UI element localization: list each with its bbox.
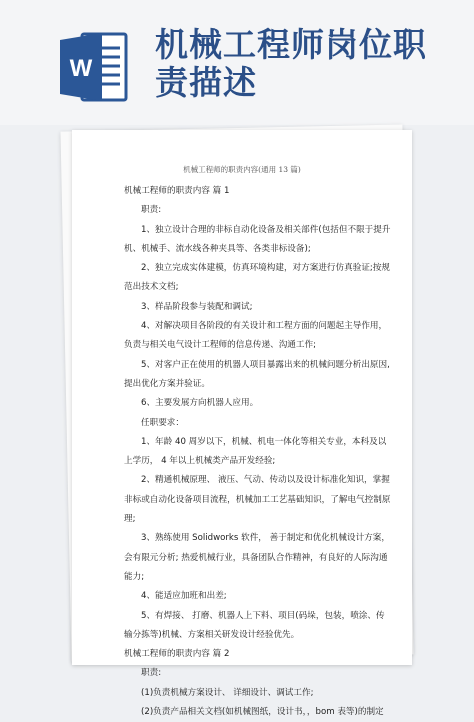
requirement-item: 1、年龄 40 周岁以下，机械、机电一体化等相关专业，本科及以上学历， 4 年以上机械类产品开发经验;: [124, 436, 387, 467]
duty-item: 1、独立设计合理的非标自动化设备及相关部件(包括但不限于提升机、机械手、流水线各种夹具等、各类非标设备);: [124, 224, 391, 254]
duty-item: 6、主要发展方向机器人应用。: [141, 398, 259, 409]
requirements-heading: 任职要求：: [141, 417, 184, 428]
word-document-icon: [58, 30, 130, 104]
duty-item: 4、对解决项目各阶段的有关设计和工程方面的问题起主导作用，负责与相关电气设计工程师的信息传递、沟通工作;: [124, 321, 388, 351]
duties-heading: 职责:: [141, 668, 162, 679]
running-head: 机械工程师的职责内容(通用 13 篇): [183, 165, 301, 174]
duties-heading: 职责:: [141, 205, 162, 216]
requirement-item: 3、熟练使用 Solidworks 软件， 善于制定和优化机械设计方案，会有限元分析; 热爱机械行业，具备团队合作精神，有良好的人际沟通能力;: [124, 533, 390, 582]
requirement-item: 2、精通机械原理、 液压、气动、传动以及设计标准化知识，掌握非标或自动化设备项目流程，机械加工工艺基础知识，了解电气控制原理;: [124, 475, 391, 525]
duty-item: (1)负责机械方案设计、 详细设计、调试工作;: [141, 687, 314, 698]
requirement-item: 4、能适应加班和出差;: [141, 591, 227, 602]
duty-item: 2、独立完成实体建模，仿真环境构建，对方案进行仿真验证;按规范出技术文档;: [124, 263, 390, 293]
duty-item: 5、对客户正在使用的机器人项目暴露出来的机械问题分析出原因,提出优化方案并验证。: [124, 359, 390, 389]
document-page: [72, 130, 412, 718]
section-title: 机械工程师的职责内容 篇 1: [124, 186, 230, 196]
requirement-item: 5、有焊接、 打磨、机器人上下料、项目(码垛，包装，喷涂、传输分拣等)机械、方案相关研发设计经验优先。: [124, 610, 385, 640]
svg-text:W: W: [69, 55, 93, 82]
section-title: 机械工程师的职责内容 篇 2: [124, 649, 230, 660]
page-header: [0, 0, 474, 125]
duty-item: 3、样品阶段参与装配和调试;: [141, 301, 253, 312]
page-title: 机械工程师岗位职 责描述: [155, 25, 427, 102]
duty-item: (2)负责产品相关文档(如机械图纸，设计书，，bom 表等)的制定: [141, 707, 384, 718]
document-body: [124, 182, 392, 722]
